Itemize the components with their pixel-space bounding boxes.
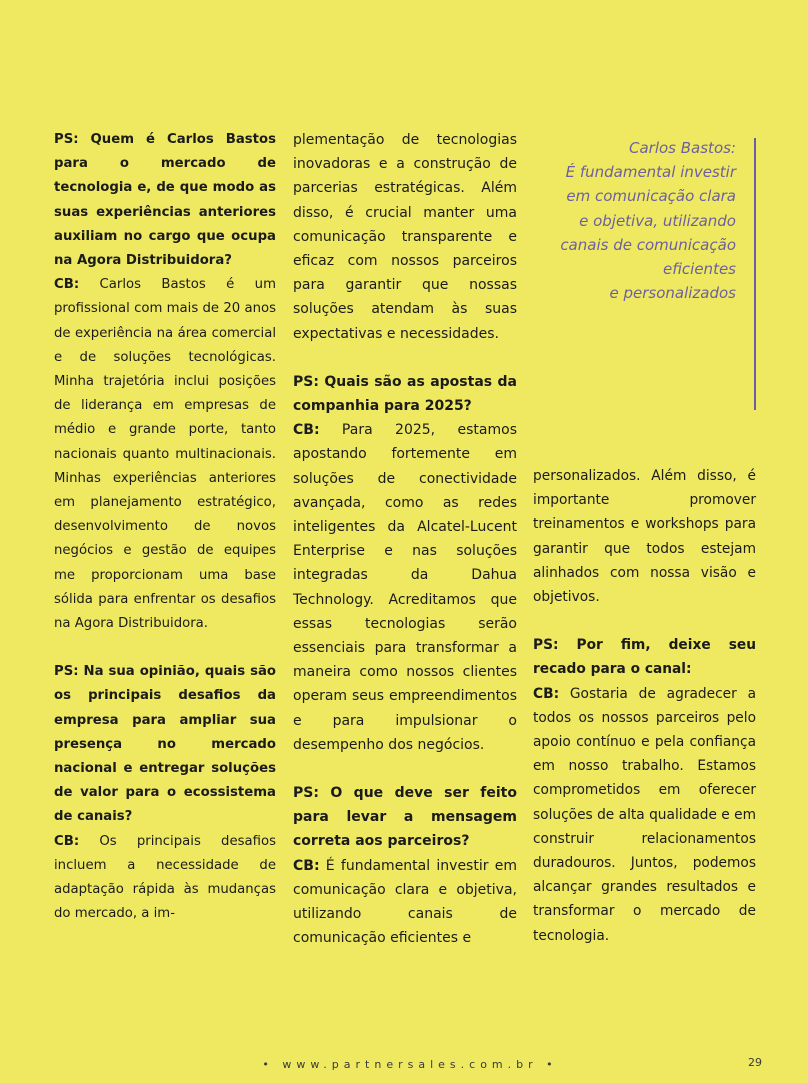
answer-paragraph — [293, 418, 517, 757]
pull-quote-line: Carlos Bastos: — [629, 139, 736, 157]
pull-quote-line: eficientes — [663, 260, 736, 279]
footer-url: • www.partnersales.com.br • — [262, 1058, 558, 1071]
paragraph-spacer — [293, 346, 517, 370]
question-bold: PS: O que deve ser feito para levar a mensagem correta aos parceiros? — [293, 785, 517, 850]
article-column-2 — [293, 128, 517, 951]
question-bold: PS: Quais são as apostas da companhia para 2025? — [293, 373, 517, 415]
answer-text: Os principais desafios incluem a necessidade de adaptação rápida às mudanças do mercado, a im- — [54, 833, 276, 922]
pull-quote-bar — [754, 138, 756, 410]
answer-paragraph — [293, 854, 517, 951]
paragraph-spacer — [293, 757, 517, 781]
answer-paragraph — [293, 128, 517, 346]
answer-text: É fundamental investir em comunicação clara e objetiva, utilizando canais de comunicação eficientes e — [293, 857, 517, 947]
pull-quote-line: canais de comunicação — [560, 235, 736, 254]
pull-quote-line: e personalizados — [609, 284, 736, 303]
pull-quote — [540, 136, 736, 305]
answer-paragraph — [54, 273, 276, 636]
paragraph-spacer — [533, 609, 756, 633]
paragraph-spacer — [54, 636, 276, 660]
page-number: 29 — [748, 1056, 762, 1069]
article-column-1 — [54, 128, 276, 927]
answer-label: CB: — [54, 833, 80, 849]
article-column-3 — [533, 464, 756, 948]
question-text — [54, 660, 276, 829]
answer-paragraph — [54, 830, 276, 927]
answer-label: CB: — [293, 857, 320, 874]
answer-text: Carlos Bastos é um profissional com mais de 20 anos de experiência na área comercial e de soluções tecnológicas. Minha trajetória inclui posições de liderança em empresas de médio e grande porte, tanto nacionais quanto multinacionais. Minhas experiências anteriores em planejamento estratégico, desenvolvimento de novos negócios e gestão de equipes me proporcionam uma base sólida para enfrentar os desafios na Agora Distribuidora. — [54, 277, 276, 632]
question-text — [293, 781, 517, 854]
answer-text: Gostaria de agradecer a todos os nossos parceiros pelo apoio contínuo e pela confiança em nosso trabalho. Estamos comprometidos em oferecer soluções de alta qualidade e em construir relacionamentos duradouros. Juntos, podemos alcançar grandes resultados e transformar o mercado de tecnologia. — [533, 685, 756, 944]
question-text — [293, 370, 517, 418]
question-text — [54, 128, 276, 273]
answer-label: CB: — [293, 422, 320, 439]
answer-paragraph — [533, 682, 756, 948]
answer-paragraph — [533, 464, 756, 609]
answer-text: Para 2025, estamos apostando fortemente em soluções de conectividade avançada, como as redes inteligentes da Alcatel-Lucent Enterprise e nas soluções integradas da Dahua Technology. Acreditamos que essas tecnologias serão essenciais para transformar a maneira como nossos clientes operam seus empreendimentos e para impulsionar o desempenho dos negócios. — [293, 422, 517, 753]
answer-text: plementação de tecnologias inovadoras e a construção de parcerias estratégicas. Além disso, é crucial manter uma comunicação transparente e eficaz com nossos parceiros para garantir que nossas soluções atendam às suas expectativas e necessidades. — [293, 132, 517, 342]
answer-text: personalizados. Além disso, é importante promover treinamentos e workshops para garantir que todos estejam alinhados com nossa visão e objetivos. — [533, 468, 756, 606]
pull-quote-line: É fundamental investir — [565, 163, 736, 182]
answer-label: CB: — [54, 277, 80, 293]
question-bold: PS: Por fim, deixe seu recado para o canal: — [533, 637, 756, 678]
question-text — [533, 633, 756, 681]
pull-quote-line: e objetiva, utilizando — [579, 211, 736, 230]
pull-quote-line: em comunicação clara — [566, 187, 736, 206]
question-bold: PS: Na sua opinião, quais são os principais desafios da empresa para ampliar sua presença no mercado nacional e entregar soluções de valor para o ecossistema de canais? — [54, 664, 276, 825]
answer-label: CB: — [533, 685, 560, 702]
question-bold: PS: Quem é Carlos Bastos para o mercado de tecnologia e, de que modo as suas experiências anteriores auxiliam no cargo que ocupa na Agora Distribuidora? — [54, 132, 276, 269]
